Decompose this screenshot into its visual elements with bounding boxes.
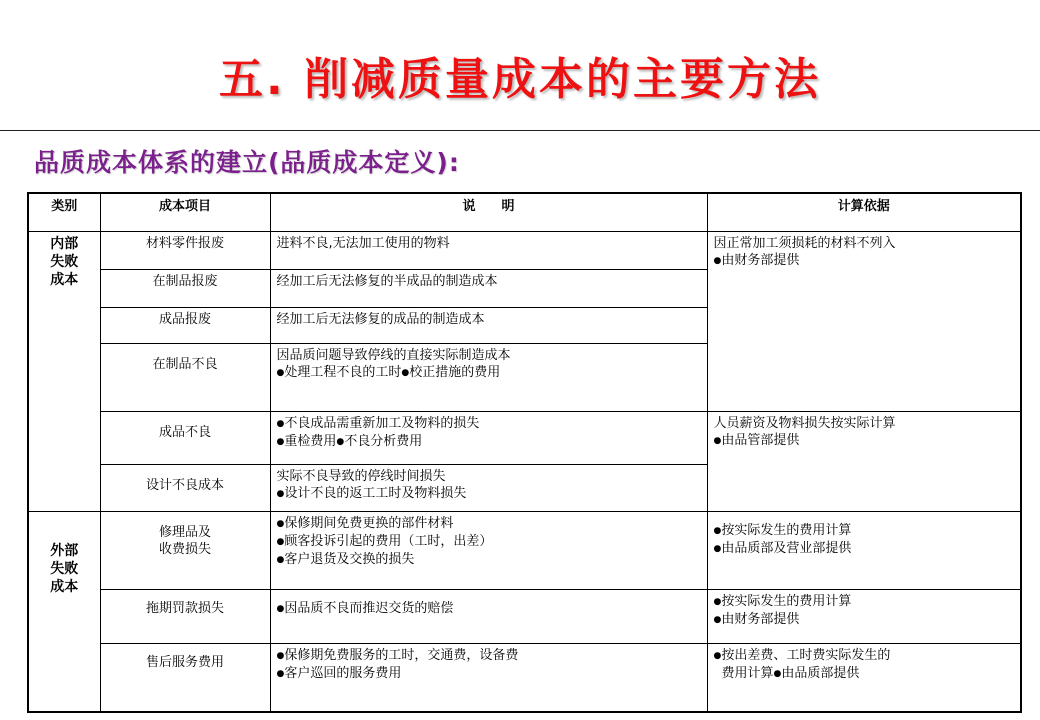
bullet-icon: ● (276, 603, 285, 614)
cost-item-label: 收费损失 (158, 541, 211, 557)
line-text: 由财务部提供 (721, 252, 800, 268)
line-text: 客户巡回的服务费用 (284, 665, 402, 681)
table-row (28, 643, 1021, 712)
cost-item-label: 售后服务费用 (145, 654, 224, 670)
table-header-row (28, 193, 1021, 231)
line-text: 不良成品需重新加工及物料的损失 (284, 415, 480, 431)
bullet-icon: ● (276, 518, 285, 529)
line-text: 保修期间免费更换的部件材料 (284, 515, 454, 531)
text-line (714, 415, 1015, 432)
text-line (277, 665, 701, 683)
category-external-failure (28, 511, 100, 712)
text-line (277, 485, 701, 503)
header-cost-item: 成本项目 (100, 193, 270, 231)
bullet-icon: ● (713, 543, 722, 554)
table-row (28, 511, 1021, 589)
bullet-icon: ● (401, 367, 410, 378)
calculation-basis (707, 511, 1021, 589)
line-text: 设计不良的返工工时及物料损失 (284, 485, 467, 501)
text-line (277, 235, 701, 252)
table-row (28, 231, 1021, 269)
cost-description (270, 589, 707, 643)
calculation-basis (707, 643, 1021, 712)
text-line (277, 515, 701, 533)
cost-item (100, 307, 270, 343)
text-line (714, 665, 1015, 683)
text-line (714, 235, 1015, 252)
line-text: 按实际发生的费用计算 (721, 522, 852, 538)
cost-item-label: 修理品及 (158, 524, 211, 540)
cost-item (100, 269, 270, 307)
text-line (714, 611, 1015, 629)
cost-description (270, 307, 707, 343)
cost-item (100, 411, 270, 464)
bullet-icon: ● (713, 596, 722, 607)
category-line: 内部 (50, 235, 79, 252)
header-description: 说 明 (270, 193, 707, 231)
cost-item (100, 464, 270, 511)
bullet-icon: ● (276, 367, 285, 378)
cost-item (100, 643, 270, 712)
line-text: 由品质部提供 (781, 665, 860, 681)
bullet-icon: ● (276, 668, 285, 679)
text-line (277, 433, 701, 451)
line-text: 费用计算 (721, 665, 774, 681)
line-text: 由品管部提供 (721, 432, 800, 448)
cost-description (270, 511, 707, 589)
cost-item (100, 511, 270, 589)
category-line: 成本 (50, 271, 79, 288)
line-text: 因品质不良而推迟交货的赔偿 (284, 600, 454, 616)
bullet-icon: ● (276, 418, 285, 429)
text-line (714, 647, 1015, 665)
text-line (277, 364, 701, 382)
cost-item-label: 拖期罚款损失 (145, 600, 224, 616)
line-text: 处理工程不良的工时 (284, 364, 402, 380)
text-line (277, 468, 701, 485)
cost-description (270, 231, 707, 269)
text-line (277, 600, 701, 618)
header-category: 类别 (28, 193, 100, 231)
section-subtitle: 品质成本体系的建立(品质成本定义): (34, 148, 460, 177)
line-text: 客户退货及交换的损失 (284, 551, 415, 567)
cost-item (100, 589, 270, 643)
cost-item (100, 231, 270, 269)
cost-description (270, 343, 707, 411)
text-line (277, 273, 701, 290)
bullet-icon: ● (276, 536, 285, 547)
cost-description (270, 269, 707, 307)
line-text: 因品质问题导致停线的直接实际制造成本 (276, 347, 511, 363)
line-text: 人员薪资及物料损失按实际计算 (713, 415, 896, 431)
line-text: 按出差费、工时费实际发生的 (721, 647, 891, 663)
line-text: 顾客投诉引起的费用（工时，出差） (284, 533, 493, 549)
cost-item-label: 成品报废 (158, 311, 211, 327)
cost-description (270, 643, 707, 712)
line-text: 校正措施的费用 (409, 364, 501, 380)
cost-item-label: 在制品报废 (152, 273, 218, 289)
text-line (277, 415, 701, 433)
bullet-icon: ● (713, 525, 722, 536)
bullet-icon: ● (336, 436, 345, 447)
text-line (277, 311, 701, 328)
line-text: 经加工后无法修复的半成品的制造成本 (276, 273, 498, 289)
quality-cost-table (27, 192, 1022, 713)
text-line (277, 551, 701, 569)
bullet-icon: ● (276, 554, 285, 565)
bullet-icon: ● (276, 488, 285, 499)
cost-description (270, 411, 707, 464)
bullet-icon: ● (713, 435, 722, 446)
line-text: 由财务部提供 (721, 611, 800, 627)
line-text: 不良分析费用 (344, 433, 423, 449)
bullet-icon: ● (713, 614, 722, 625)
line-text: 保修期免费服务的工时，交通费，设备费 (284, 647, 519, 663)
text-line (714, 593, 1015, 611)
line-text: 进料不良,无法加工使用的物料 (276, 235, 450, 251)
text-line (277, 347, 701, 364)
line-text: 因正常加工须损耗的材料不列入 (713, 235, 896, 251)
cost-item-label: 在制品不良 (152, 356, 218, 372)
text-line (277, 647, 701, 665)
cost-item-label: 材料零件报废 (145, 235, 224, 251)
table-row (28, 411, 1021, 464)
category-line: 成本 (50, 578, 79, 595)
title-divider (0, 130, 1040, 131)
bullet-icon: ● (276, 436, 285, 447)
category-line: 失败 (50, 560, 79, 577)
line-text: 由品质部及营业部提供 (721, 540, 852, 556)
line-text: 经加工后无法修复的成品的制造成本 (276, 311, 485, 327)
slide-title: 五. 削减质量成本的主要方法 (218, 54, 822, 105)
category-line: 失败 (50, 253, 79, 270)
table-row (28, 589, 1021, 643)
cost-item-label: 设计不良成本 (145, 477, 224, 493)
text-line (277, 533, 701, 551)
cost-item (100, 343, 270, 411)
calculation-basis (707, 231, 1021, 411)
category-internal-failure (28, 231, 100, 511)
text-line (714, 432, 1015, 450)
cost-item-label: 成品不良 (158, 424, 211, 440)
line-text: 实际不良导致的停线时间损失 (276, 468, 446, 484)
line-text: 按实际发生的费用计算 (721, 593, 852, 609)
text-line (714, 522, 1015, 540)
text-line (714, 252, 1015, 270)
bullet-icon: ● (713, 650, 722, 661)
calculation-basis (707, 589, 1021, 643)
calculation-basis (707, 411, 1021, 511)
bullet-icon: ● (276, 650, 285, 661)
line-text: 重检费用 (284, 433, 337, 449)
category-line: 外部 (50, 542, 79, 559)
text-line (714, 540, 1015, 558)
bullet-icon: ● (713, 255, 722, 266)
bullet-icon: ● (773, 668, 782, 679)
header-calculation-basis: 计算依据 (707, 193, 1021, 231)
cost-description (270, 464, 707, 511)
